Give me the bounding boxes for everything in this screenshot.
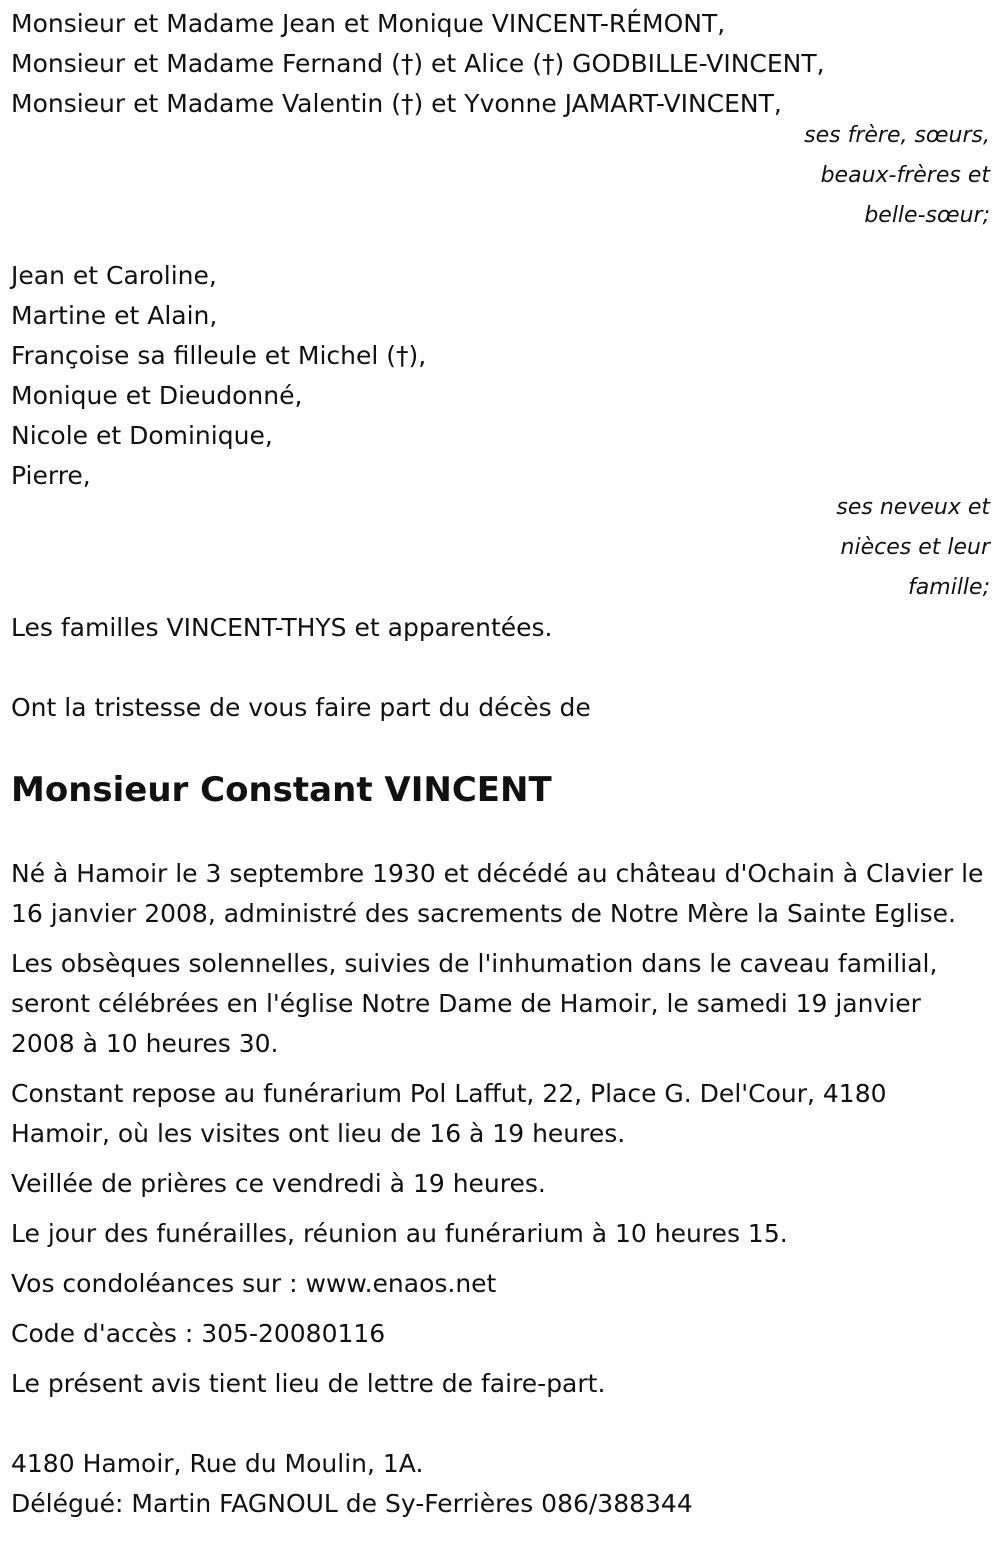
paragraph-vigil: Veillée de prières ce vendredi à 19 heures. [11,1169,546,1198]
announcement-line: Ont la tristesse de vous faire part du décès de [11,693,591,722]
nephew-relation: ses neveux et [836,495,990,520]
nephew-relation: famille; [908,575,990,600]
address-line: 4180 Hamoir, Rue du Moulin, 1A. [11,1449,424,1478]
sibling-relation: ses frère, sœurs, [804,123,990,148]
paragraph-condolences: Vos condoléances sur : www.enaos.net [11,1269,497,1298]
sibling-relation: belle-sœur; [864,203,990,228]
siblings-group [11,4,990,236]
paragraph-access-code: Code d'accès : 305-20080116 [11,1319,386,1348]
nephew-line: Nicole et Dominique, [11,421,273,450]
families-line: Les familles VINCENT-THYS et apparentées. [11,613,553,642]
nephew-line: Françoise sa filleule et Michel (†), [11,341,427,370]
paragraph-meeting: Le jour des funérailles, réunion au funérarium à 10 heures 15. [11,1219,788,1248]
sibling-relation: beaux-frères et [820,163,990,188]
paragraph-visitation: Constant repose au funérarium Pol Laffut, 22, Place G. Del'Cour, 4180 Hamoir, où les visites ont lieu de 16 à 19 heures. [11,1079,887,1148]
paragraph-birth-death: Né à Hamoir le 3 septembre 1930 et décédé au château d'Ochain à Clavier le 16 janvier 2008, administré des sacrements de Notre Mère la Sainte Eglise. [11,859,984,928]
nephew-line: Martine et Alain, [11,301,218,330]
nephew-line: Monique et Dieudonné, [11,381,303,410]
delegate-line: Délégué: Martin FAGNOUL de Sy-Ferrières 086/388344 [11,1489,693,1518]
deceased-name: Monsieur Constant VINCENT [11,770,552,810]
paragraph-notice: Le présent avis tient lieu de lettre de faire-part. [11,1369,606,1398]
sibling-line: Monsieur et Madame Fernand (†) et Alice (†) GODBILLE-VINCENT, [11,49,825,78]
nephew-line: Jean et Caroline, [11,261,217,290]
nephew-relation: nièces et leur [840,535,990,560]
nephew-line: Pierre, [11,461,91,490]
sibling-line: Monsieur et Madame Jean et Monique VINCENT-RÉMONT, [11,9,726,38]
sibling-line: Monsieur et Madame Valentin (†) et Yvonne JAMART-VINCENT, [11,89,782,118]
paragraph-funeral: Les obsèques solennelles, suivies de l'inhumation dans le caveau familial, seront célébrées en l'église Notre Dame de Hamoir, le samedi 19 janvier 2008 à 10 heures 30. [11,949,938,1058]
nephews-group [11,256,990,608]
